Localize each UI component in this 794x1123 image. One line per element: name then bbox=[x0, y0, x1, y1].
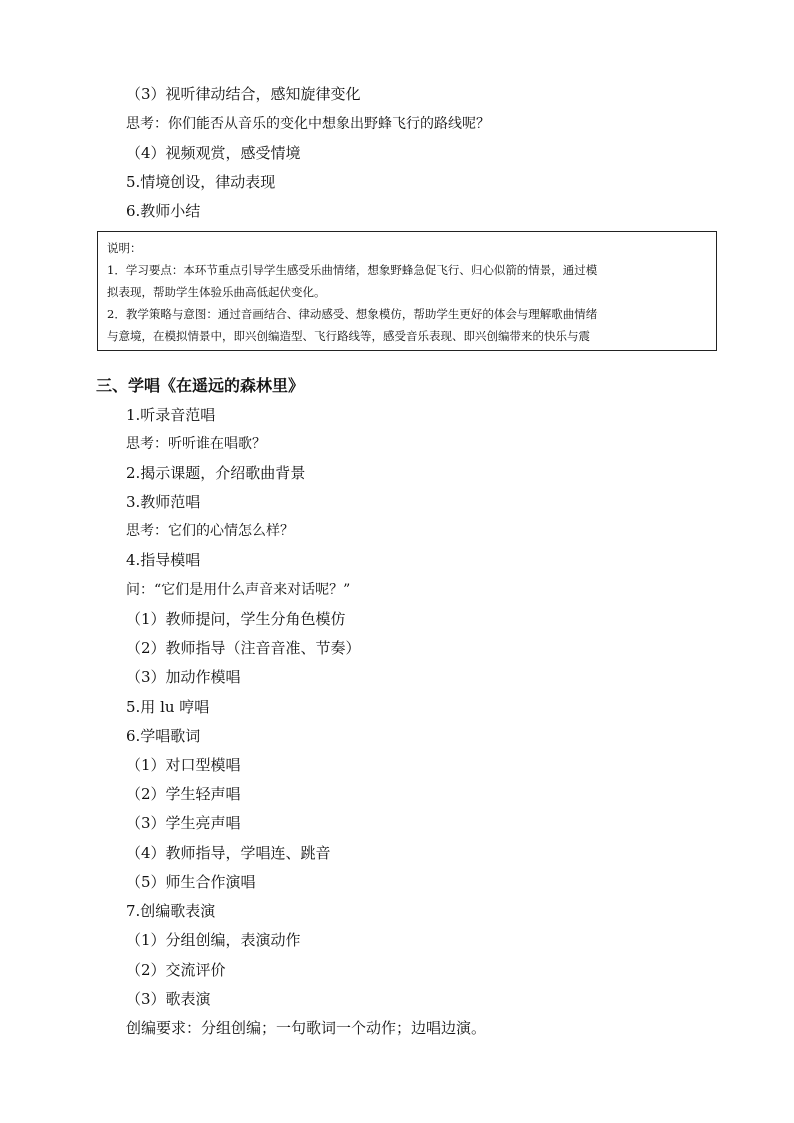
step-line: 4.指导模唱 bbox=[126, 551, 201, 569]
step-line: （2）交流评价 bbox=[126, 961, 226, 979]
think-prompt: 思考：它们的心情怎么样？ bbox=[126, 523, 294, 539]
note-title: 说明： bbox=[107, 241, 142, 255]
step-line: 5.用 lu 哼唱 bbox=[126, 698, 210, 716]
step-line: （4）教师指导，学唱连、跳音 bbox=[126, 844, 331, 862]
note-line: 拟表现，帮助学生体验乐曲高低起伏变化。 bbox=[107, 285, 326, 299]
think-prompt: 思考：听听谁在唱歌？ bbox=[126, 436, 266, 452]
note-line: 1．学习要点：本环节重点引导学生感受乐曲情绪，想象野蜂急促飞行、归心似箭的情景，通过模 bbox=[107, 263, 598, 277]
step-line: （5）师生合作演唱 bbox=[126, 873, 256, 891]
step-line: （3）学生亮声唱 bbox=[126, 814, 241, 832]
step-line: （1）对口型模唱 bbox=[126, 756, 241, 774]
step-line: 2.揭示课题，介绍歌曲背景 bbox=[126, 464, 306, 482]
note-line: 2．教学策略与意图：通过音画结合、律动感受、想象模仿，帮助学生更好的体会与理解歌曲情绪 bbox=[107, 307, 598, 321]
step-line: 5.情境创设，律动表现 bbox=[126, 173, 276, 191]
step-line: （3）视听律动结合，感知旋律变化 bbox=[126, 85, 361, 103]
question-prompt: 问：“它们是用什么声音来对话呢？” bbox=[126, 582, 351, 598]
requirement-line: 创编要求：分组创编；一句歌词一个动作；边唱边演。 bbox=[126, 1019, 487, 1037]
step-line: （1）教师提问，学生分角色模仿 bbox=[126, 610, 346, 628]
section-heading: 三、学唱《在遥远的森林里》 bbox=[96, 376, 305, 395]
step-line: （2）学生轻声唱 bbox=[126, 785, 241, 803]
step-line: （2）教师指导（注音音准、节奏） bbox=[126, 639, 361, 657]
step-line: 6.学唱歌词 bbox=[126, 727, 201, 745]
step-line: 6.教师小结 bbox=[126, 202, 201, 220]
step-line: （3）加动作模唱 bbox=[126, 668, 241, 686]
note-line: 与意境，在模拟情景中，即兴创编造型、飞行路线等，感受音乐表现、即兴创编带来的快乐与震 bbox=[107, 329, 590, 343]
step-line: （1）分组创编，表演动作 bbox=[126, 931, 301, 949]
step-line: 7.创编歌表演 bbox=[126, 902, 216, 920]
step-line: 1.听录音范唱 bbox=[126, 406, 216, 424]
step-line: （3）歌表演 bbox=[126, 990, 211, 1008]
step-line: （4）视频观赏，感受情境 bbox=[126, 144, 301, 162]
note-box bbox=[97, 231, 717, 351]
think-prompt: 思考：你们能否从音乐的变化中想象出野蜂飞行的路线呢？ bbox=[126, 116, 490, 132]
step-line: 3.教师范唱 bbox=[126, 493, 201, 511]
